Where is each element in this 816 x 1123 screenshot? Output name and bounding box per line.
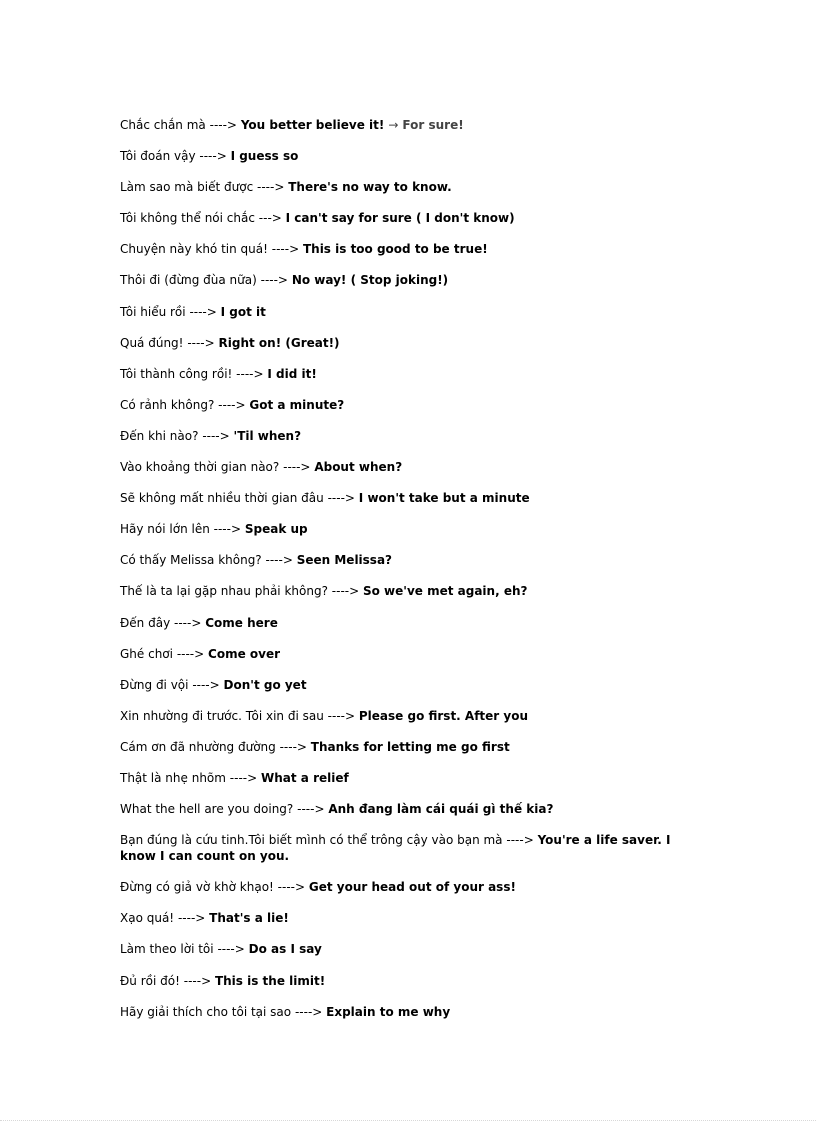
vietnamese-text: Đừng đi vội	[120, 677, 189, 692]
phrase-item	[120, 646, 700, 662]
arrow-separator: ---->	[331, 584, 360, 599]
english-text: Come over	[208, 646, 281, 661]
vietnamese-text: Sẽ không mất nhiều thời gian đâu	[120, 491, 324, 506]
phrase-item	[120, 708, 700, 724]
vietnamese-text: Xin nhường đi trước. Tôi xin đi sau	[120, 708, 324, 723]
english-text: Right on! (Great!)	[218, 335, 340, 350]
phrase-item	[120, 179, 700, 195]
phrase-item	[120, 397, 700, 413]
english-text: Come here	[205, 615, 278, 630]
arrow-separator: ---->	[279, 739, 307, 754]
english-text: This is too good to be true!	[302, 242, 488, 257]
phrase-item	[120, 210, 700, 226]
vietnamese-text: Vào khoảng thời gian nào?	[120, 460, 280, 475]
arrow-separator: ---->	[189, 304, 217, 319]
phrase-item	[120, 739, 700, 755]
arrow-separator: ---->	[177, 911, 206, 926]
vietnamese-text: Có thấy Melissa không?	[120, 553, 262, 568]
arrow-separator: ---->	[277, 880, 306, 895]
arrow-separator: ---->	[506, 833, 534, 848]
english-text: What a relief	[261, 770, 349, 785]
arrow-separator: ---->	[202, 428, 230, 443]
phrase-item	[120, 335, 700, 351]
phrase-item	[120, 272, 700, 288]
arrow-separator: ---->	[327, 491, 355, 506]
phrase-item	[120, 910, 700, 926]
page-bottom-edge	[0, 1120, 816, 1121]
arrow-separator: ---->	[209, 118, 237, 132]
english-text: So we've met again, eh?	[362, 584, 528, 599]
vietnamese-text: Thôi đi (đừng đùa nữa)	[120, 273, 257, 288]
arrow-separator: ---->	[183, 973, 212, 988]
english-text: Thanks for letting me go first	[310, 739, 510, 754]
arrow-separator: ---->	[271, 242, 300, 257]
english-text: I did it!	[267, 366, 317, 381]
phrase-item	[120, 1004, 700, 1020]
arrow-separator: ---->	[187, 335, 215, 350]
arrow-separator: --->	[258, 211, 282, 226]
arrow-separator: ---->	[192, 677, 220, 692]
english-text: I won't take but a minute	[358, 491, 530, 506]
phrase-item	[120, 832, 700, 864]
phrase-item	[120, 941, 700, 957]
english-text: Speak up	[244, 522, 308, 537]
vietnamese-text: Làm sao mà biết được	[120, 180, 254, 195]
phrase-item	[120, 117, 700, 133]
vietnamese-text: Cám ơn đã nhường đường	[120, 739, 276, 754]
vietnamese-text: Đến đây	[120, 615, 171, 630]
vietnamese-text: Đến khi nào?	[120, 428, 199, 443]
vietnamese-text: What the hell are you doing?	[120, 802, 294, 817]
phrase-item	[120, 490, 700, 506]
alternative-english-text: For sure!	[402, 118, 464, 132]
arrow-separator: ---->	[176, 646, 205, 661]
phrase-item	[120, 615, 700, 631]
english-text: No way! ( Stop joking!)	[291, 273, 449, 288]
arrow-separator: ---->	[217, 942, 245, 957]
phrase-item	[120, 521, 700, 537]
vietnamese-text: Làm theo lời tôi	[120, 942, 214, 957]
english-text: Do as I say	[248, 942, 322, 957]
vietnamese-text: Hãy giải thích cho tôi tại sao	[120, 1004, 292, 1019]
phrase-item	[120, 459, 700, 475]
phrase-item	[120, 366, 700, 382]
vietnamese-text: Xạo quá!	[120, 911, 175, 926]
phrase-item	[120, 241, 700, 257]
english-text: Please go first. After you	[358, 708, 529, 723]
phrase-item	[120, 148, 700, 164]
arrow-separator: ---->	[257, 180, 285, 195]
english-text: You better believe it!	[240, 118, 385, 132]
vietnamese-text: Tôi thành công rồi!	[120, 366, 233, 381]
english-text: Got a minute?	[249, 397, 345, 412]
vietnamese-text: Thế là ta lại gặp nhau phải không?	[120, 584, 328, 599]
english-text: About when?	[314, 460, 403, 475]
arrow-separator: ---->	[294, 1004, 323, 1019]
vietnamese-text: Chắc chắn mà	[120, 118, 206, 132]
english-text: Seen Melissa?	[296, 553, 393, 568]
arrow-separator: ---->	[218, 397, 246, 412]
arrow-separator: ---->	[327, 708, 356, 723]
english-text: This is the limit!	[214, 973, 326, 988]
vietnamese-text: Bạn đúng là cứu tinh.Tôi biết mình có thể trông cậy vào bạn mà	[120, 833, 503, 848]
english-text: Explain to me why	[326, 1004, 451, 1019]
arrow-separator: ---->	[283, 460, 311, 475]
phrase-item	[120, 583, 700, 599]
arrow-separator: ---->	[199, 149, 227, 164]
arrow-separator: ---->	[260, 273, 288, 288]
english-text: You're a life saver. I know I can count on you.	[120, 833, 671, 864]
phrase-item	[120, 552, 700, 568]
english-text: Don't go yet	[223, 677, 307, 692]
arrow-separator: ---->	[236, 366, 264, 381]
phrase-item	[120, 973, 700, 989]
arrow-separator: ---->	[174, 615, 202, 630]
english-text: I got it	[220, 304, 266, 319]
english-text: There's no way to know.	[288, 180, 452, 195]
vietnamese-text: Có rảnh không?	[120, 397, 215, 412]
arrow-separator: ---->	[213, 522, 242, 537]
phrase-item	[120, 428, 700, 444]
arrow-separator: ---->	[265, 553, 293, 568]
english-text: I can't say for sure ( I don't know)	[285, 211, 515, 226]
vietnamese-text: Đủ rồi đó!	[120, 973, 180, 988]
phrase-item	[120, 304, 700, 320]
phrase-item	[120, 801, 700, 817]
english-text: Get your head out of your ass!	[308, 880, 516, 895]
phrase-item	[120, 879, 700, 895]
english-text: 'Til when?	[233, 428, 302, 443]
phrase-list	[120, 117, 700, 1035]
english-text: Anh đang làm cái quái gì thế kia?	[328, 802, 554, 817]
english-text: I guess so	[230, 149, 299, 164]
vietnamese-text: Thật là nhẹ nhõm	[120, 770, 226, 785]
vietnamese-text: Chuyện này khó tin quá!	[120, 242, 268, 257]
phrase-item	[120, 770, 700, 786]
vietnamese-text: Ghé chơi	[120, 646, 173, 661]
arrow-separator: ---->	[297, 802, 325, 817]
vietnamese-text: Tôi đoán vậy	[120, 149, 196, 164]
vietnamese-text: Tôi không thể nói chắc	[120, 211, 255, 226]
vietnamese-text: Đừng có giả vờ khờ khạo!	[120, 880, 274, 895]
arrow-separator: ---->	[229, 770, 258, 785]
vietnamese-text: Quá đúng!	[120, 335, 184, 350]
vietnamese-text: Tôi hiểu rồi	[120, 304, 186, 319]
english-text: That's a lie!	[209, 911, 289, 926]
vietnamese-text: Hãy nói lớn lên	[120, 522, 210, 537]
right-arrow-icon: →	[388, 118, 399, 132]
phrase-item	[120, 677, 700, 693]
